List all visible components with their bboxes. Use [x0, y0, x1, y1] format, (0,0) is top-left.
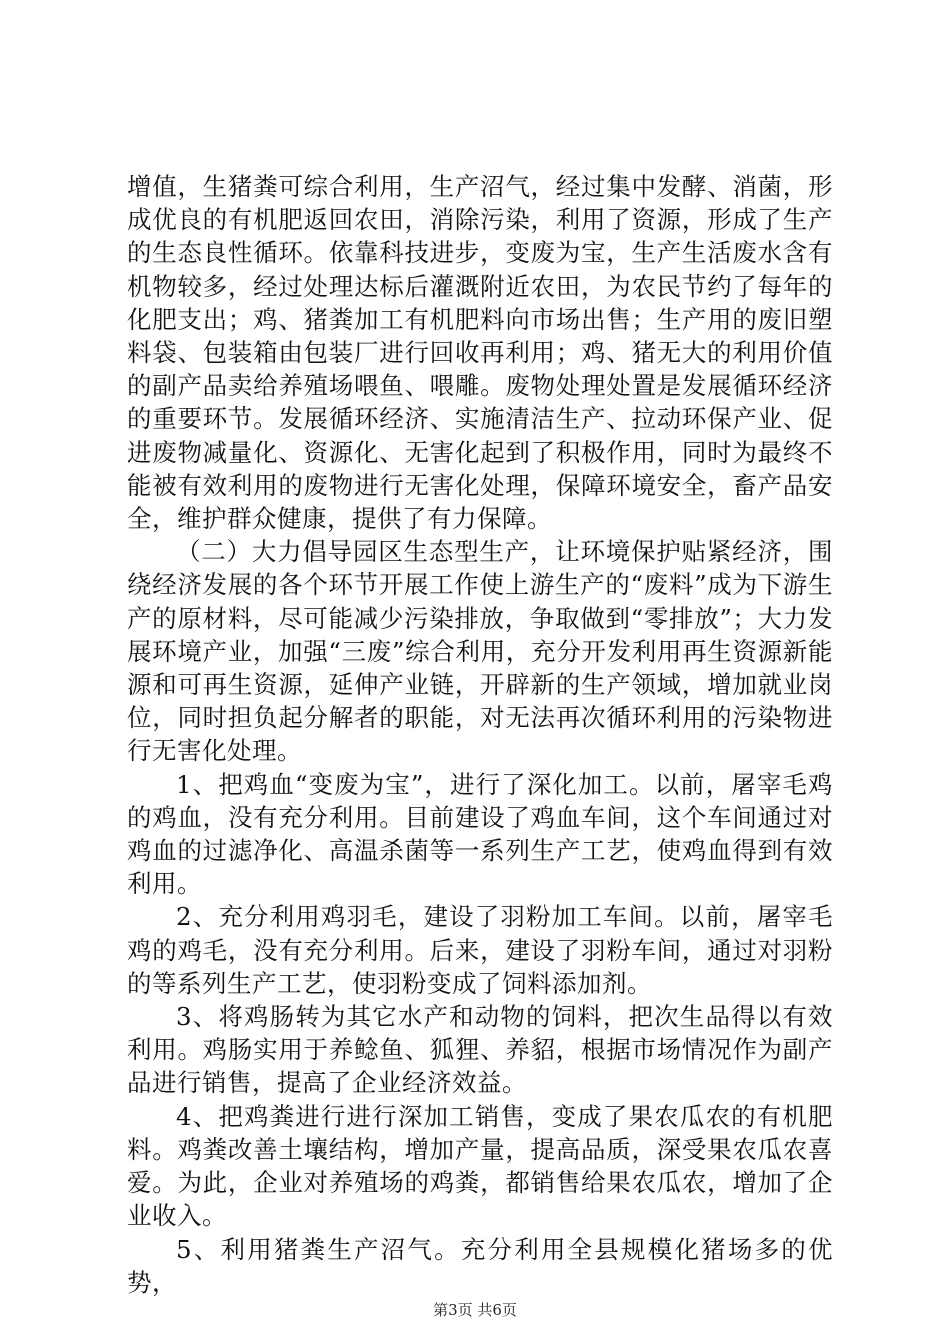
- paragraph-item-3: 3、将鸡肠转为其它水产和动物的饲料，把次生品得以有效利用。鸡肠实用于养鲶鱼、狐狸、养貂，根据市场情况作为副产品进行销售，提高了企业经济效益。: [127, 1002, 833, 1098]
- paragraph-section-two: （二）大力倡导园区生态型生产，让环境保护贴紧经济，围绕经济发展的各个环节开展工作使上游生产的“废料”成为下游生产的原材料，尽可能减少污染排放，争取做到“零排放”；大力发展环境产业，加强“三废”综合利用，充分开发利用再生资源新能源和可再生资源，延伸产业链，开辟新的生产领域，增加就业岗位，同时担负起分解者的职能，对无法再次循环利用的污染物进行无害化处理。: [127, 537, 833, 766]
- paragraph-item-2: 2、充分利用鸡羽毛，建设了羽粉加工车间。以前，屠宰毛鸡的鸡毛，没有充分利用。后来，建设了羽粉车间，通过对羽粉的等系列生产工艺，使羽粉变成了饲料添加剂。: [127, 902, 833, 998]
- page-number-footer: 第3页 共6页: [433, 1301, 517, 1319]
- document-body: [127, 170, 833, 1299]
- paragraph-continuation: 增值，生猪粪可综合利用，生产沼气，经过集中发酵、消菌，形成优良的有机肥返回农田，消除污染，利用了资源，形成了生产的生态良性循环。依靠科技进步，变废为宝，生产生活废水含有机物较多，经过处理达标后灌溉附近农田，为农民节约了每年的化肥支出；鸡、猪粪加工有机肥料向市场出售；生产用的废旧塑料袋、包装箱由包装厂进行回收再利用；鸡、猪无大的利用价值的副产品卖给养殖场喂鱼、喂雕。废物处理处置是发展循环经济的重要环节。发展循环经济、实施清洁生产、拉动环保产业、促进废物减量化、资源化、无害化起到了积极作用，同时为最终不能被有效利用的废物进行无害化处理，保障环境安全，畜产品安全，维护群众健康，提供了有力保障。: [127, 172, 833, 534]
- paragraph-item-4: 4、把鸡粪进行进行深加工销售，变成了果农瓜农的有机肥料。鸡粪改善土壤结构，增加产量，提高品质，深受果农瓜农喜爱。为此，企业对养殖场的鸡粪，都销售给果农瓜农，增加了企业收入。: [127, 1101, 833, 1231]
- paragraph-item-1: 1、把鸡血“变废为宝”，进行了深化加工。以前，屠宰毛鸡的鸡血，没有充分利用。目前建设了鸡血车间，这个车间通过对鸡血的过滤净化、高温杀菌等一系列生产工艺，使鸡血得到有效利用。: [127, 769, 833, 899]
- paragraph-item-5: 5、利用猪粪生产沼气。充分利用全县规模化猪场多的优势，: [127, 1234, 833, 1297]
